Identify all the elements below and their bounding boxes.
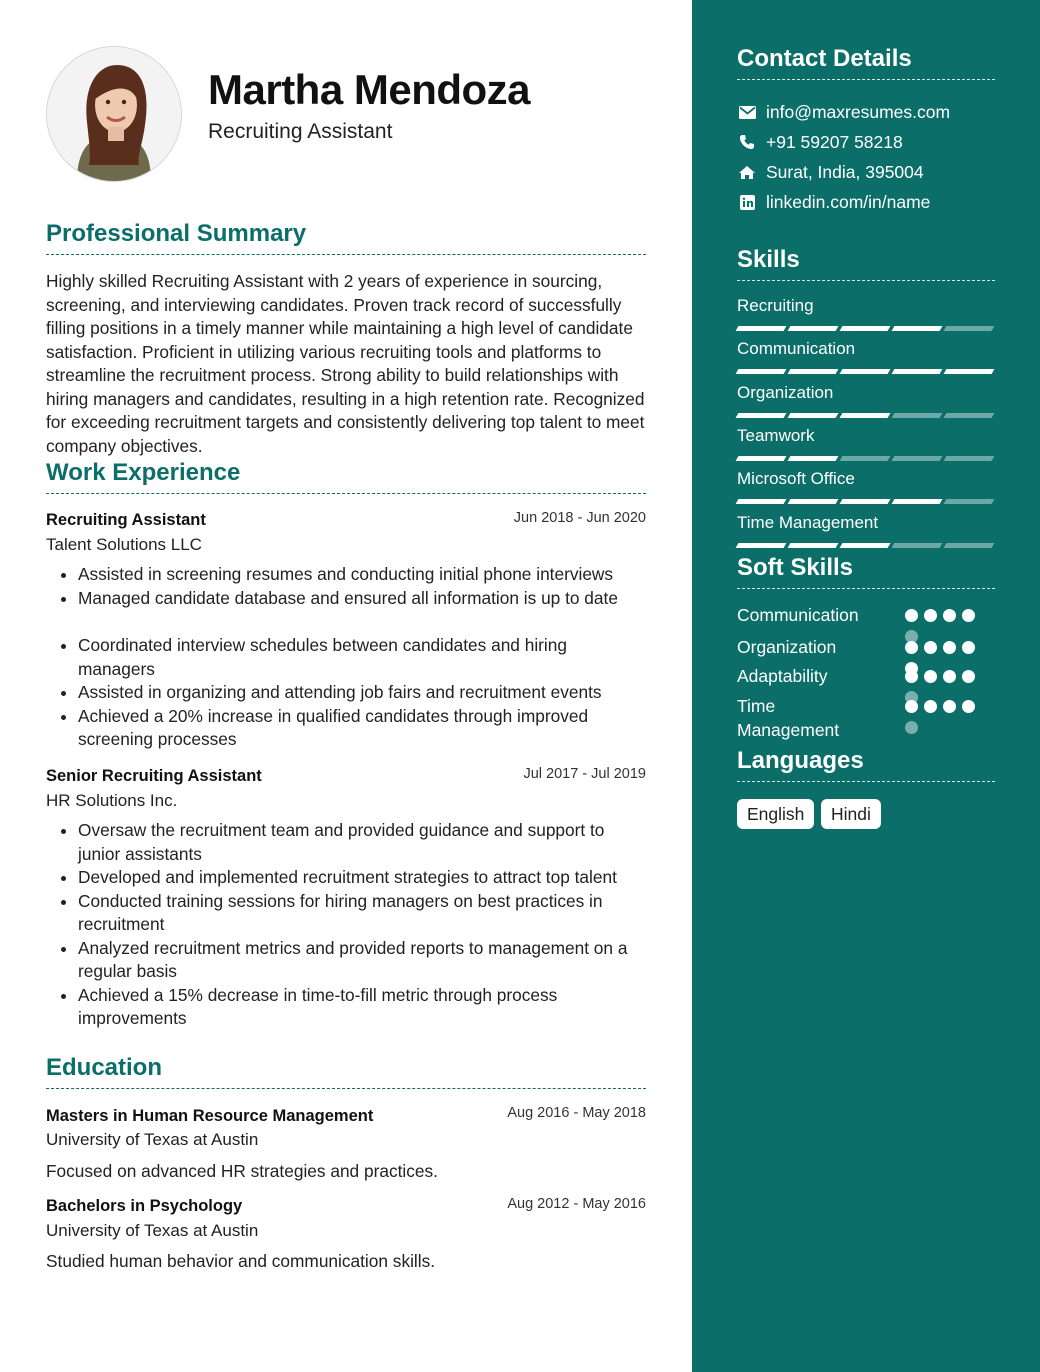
experience-heading: Work Experience — [46, 459, 646, 494]
skill-level-segment — [944, 413, 995, 418]
list-item: • Developed and implemented recruitment strategies to attract top talent — [78, 866, 646, 890]
skill-level-segment — [892, 543, 943, 548]
rating-dot — [905, 641, 918, 654]
rating-dot — [943, 609, 956, 622]
skill-level-segment — [840, 499, 891, 504]
skill-level-segment — [840, 326, 891, 331]
education-heading: Education — [46, 1054, 646, 1089]
skill-level-segment — [788, 369, 839, 374]
list-item: • Conducted training sessions for hiring managers on best practices in recruitment — [78, 890, 646, 937]
job-bullets — [46, 819, 646, 1031]
skill-level-segment — [736, 413, 787, 418]
skill-level-segment — [944, 456, 995, 461]
summary-heading: Professional Summary — [46, 220, 646, 255]
education-date: Aug 2012 - May 2016 — [507, 1196, 646, 1212]
rating-dot — [943, 641, 956, 654]
skill-level-segment — [840, 413, 891, 418]
skill-level-segment — [944, 499, 995, 504]
job-company: Talent Solutions LLC — [46, 535, 202, 554]
skill-name: Teamwork — [737, 425, 815, 445]
contact-address — [737, 160, 924, 184]
job-bullets — [46, 634, 646, 752]
rating-dot — [905, 700, 918, 713]
skill-name: Time Management — [737, 512, 879, 532]
contact-email[interactable] — [737, 100, 950, 124]
skill-level-segment — [736, 326, 787, 331]
skill-level-segment — [736, 369, 787, 374]
skill-level-segment — [892, 413, 943, 418]
job-title: Recruiting Assistant — [46, 511, 206, 529]
skill-level-segment — [788, 326, 839, 331]
rating-dot — [905, 721, 918, 734]
soft-skill-name: Adaptability — [737, 666, 828, 686]
education-desc: Studied human behavior and communication skills. — [46, 1251, 436, 1271]
soft-skill-name: Organization — [737, 637, 837, 657]
skill-name: Recruiting — [737, 296, 814, 315]
skill-level-segment — [736, 456, 787, 461]
rating-dot — [962, 641, 975, 654]
education-desc: Focused on advanced HR strategies and practices. — [46, 1161, 438, 1181]
languages-heading: Languages — [737, 747, 995, 782]
rating-dot — [962, 700, 975, 713]
skill-level-segment — [892, 456, 943, 461]
job-date: Jul 2017 - Jul 2019 — [523, 766, 646, 782]
education-degree: Bachelors in Psychology — [46, 1197, 243, 1215]
home-icon — [737, 163, 757, 181]
skill-level-bar — [737, 456, 993, 461]
summary-text: Highly skilled Recruiting Assistant with 2 years of experience in sourcing, screening, and interviewing candidates. Proven track record of successfully filling positions in a timely manner while maintaining a high level of candidate satisfaction. Proficient in utilizing various recruiting tools and platforms to streamline the recruitment process. Strong ability to build relationships with hiring managers and candidates, resulting in a high retention rate. Recognized for exceeding recruitment targets and consistently delivering top talent to meet company objectives. — [46, 271, 645, 456]
education-date: Aug 2016 - May 2018 — [507, 1105, 646, 1121]
list-item: • Assisted in organizing and attending job fairs and recruitment events — [78, 681, 646, 705]
skill-level-segment — [840, 369, 891, 374]
candidate-name: Martha Mendoza — [208, 66, 531, 113]
list-item: • Oversaw the recruitment team and provided guidance and support to junior assistants — [78, 819, 646, 866]
rating-dot — [943, 670, 956, 683]
language-chip: English — [737, 799, 814, 829]
skill-level-segment — [840, 543, 891, 548]
skill-level-segment — [788, 413, 839, 418]
sidebar — [692, 0, 1040, 1372]
skill-name: Communication — [737, 339, 856, 359]
skill-level-segment — [944, 543, 995, 548]
list-item: • Coordinated interview schedules between candidates and hiring managers — [78, 634, 646, 681]
portrait-image — [47, 47, 181, 181]
skill-level-bar — [737, 369, 993, 374]
soft-skill-rating — [905, 609, 985, 643]
soft-skill-rating — [905, 700, 985, 734]
job-title: Senior Recruiting Assistant — [46, 767, 262, 785]
envelope-icon — [737, 103, 757, 121]
soft-skill-name: Time Management — [737, 696, 840, 740]
language-chip: Hindi — [821, 799, 881, 829]
skill-level-segment — [840, 456, 891, 461]
education-degree: Masters in Human Resource Management — [46, 1107, 374, 1125]
job-company: HR Solutions Inc. — [46, 791, 178, 810]
education-school: University of Texas at Austin — [46, 1221, 259, 1240]
rating-dot — [924, 641, 937, 654]
education-school: University of Texas at Austin — [46, 1130, 259, 1149]
soft-skill-rating — [905, 670, 985, 704]
job-date: Jun 2018 - Jun 2020 — [513, 510, 646, 526]
skill-level-bar — [737, 413, 993, 418]
skill-level-segment — [944, 326, 995, 331]
contact-phone[interactable] — [737, 130, 903, 154]
skill-level-segment — [892, 326, 943, 331]
contact-address-text: Surat, India, 395004 — [766, 161, 924, 182]
skill-level-segment — [736, 543, 787, 548]
job-bullets — [46, 563, 646, 610]
soft-skill-name: Communication — [737, 605, 859, 625]
skill-level-segment — [892, 499, 943, 504]
rating-dot — [905, 609, 918, 622]
candidate-title: Recruiting Assistant — [208, 120, 393, 143]
list-item: • Managed candidate database and ensured all information is up to date — [78, 587, 646, 611]
phone-icon — [737, 133, 757, 151]
list-item: • Achieved a 20% increase in qualified candidates through improved screening processes — [78, 705, 646, 752]
skills-heading: Skills — [737, 246, 995, 281]
skill-level-segment — [892, 369, 943, 374]
skill-level-segment — [736, 499, 787, 504]
skill-level-segment — [788, 499, 839, 504]
skill-name: Microsoft Office — [737, 469, 855, 489]
contact-heading: Contact Details — [737, 45, 995, 80]
list-item: • Analyzed recruitment metrics and provided reports to management on a regular basis — [78, 937, 646, 984]
skill-level-bar — [737, 543, 993, 548]
list-item: • Assisted in screening resumes and conducting initial phone interviews — [78, 563, 646, 587]
contact-phone-text: +91 59207 58218 — [766, 131, 903, 152]
skill-level-segment — [788, 543, 839, 548]
rating-dot — [924, 670, 937, 683]
linkedin-icon — [737, 193, 757, 211]
skill-level-segment — [788, 456, 839, 461]
list-item: • Achieved a 15% decrease in time-to-fill metric through process improvements — [78, 984, 646, 1031]
skill-name: Organization — [737, 382, 834, 402]
rating-dot — [924, 609, 937, 622]
rating-dot — [962, 609, 975, 622]
rating-dot — [962, 670, 975, 683]
rating-dot — [905, 670, 918, 683]
avatar — [46, 46, 182, 182]
skill-level-segment — [944, 369, 995, 374]
contact-linkedin-text: linkedin.com/in/name — [766, 191, 931, 212]
skill-level-bar — [737, 499, 993, 504]
contact-linkedin[interactable] — [737, 190, 930, 214]
rating-dot — [924, 700, 937, 713]
contact-email-text: info@maxresumes.com — [766, 101, 951, 122]
rating-dot — [943, 700, 956, 713]
skill-level-bar — [737, 326, 993, 331]
soft-skills-heading: Soft Skills — [737, 554, 995, 589]
